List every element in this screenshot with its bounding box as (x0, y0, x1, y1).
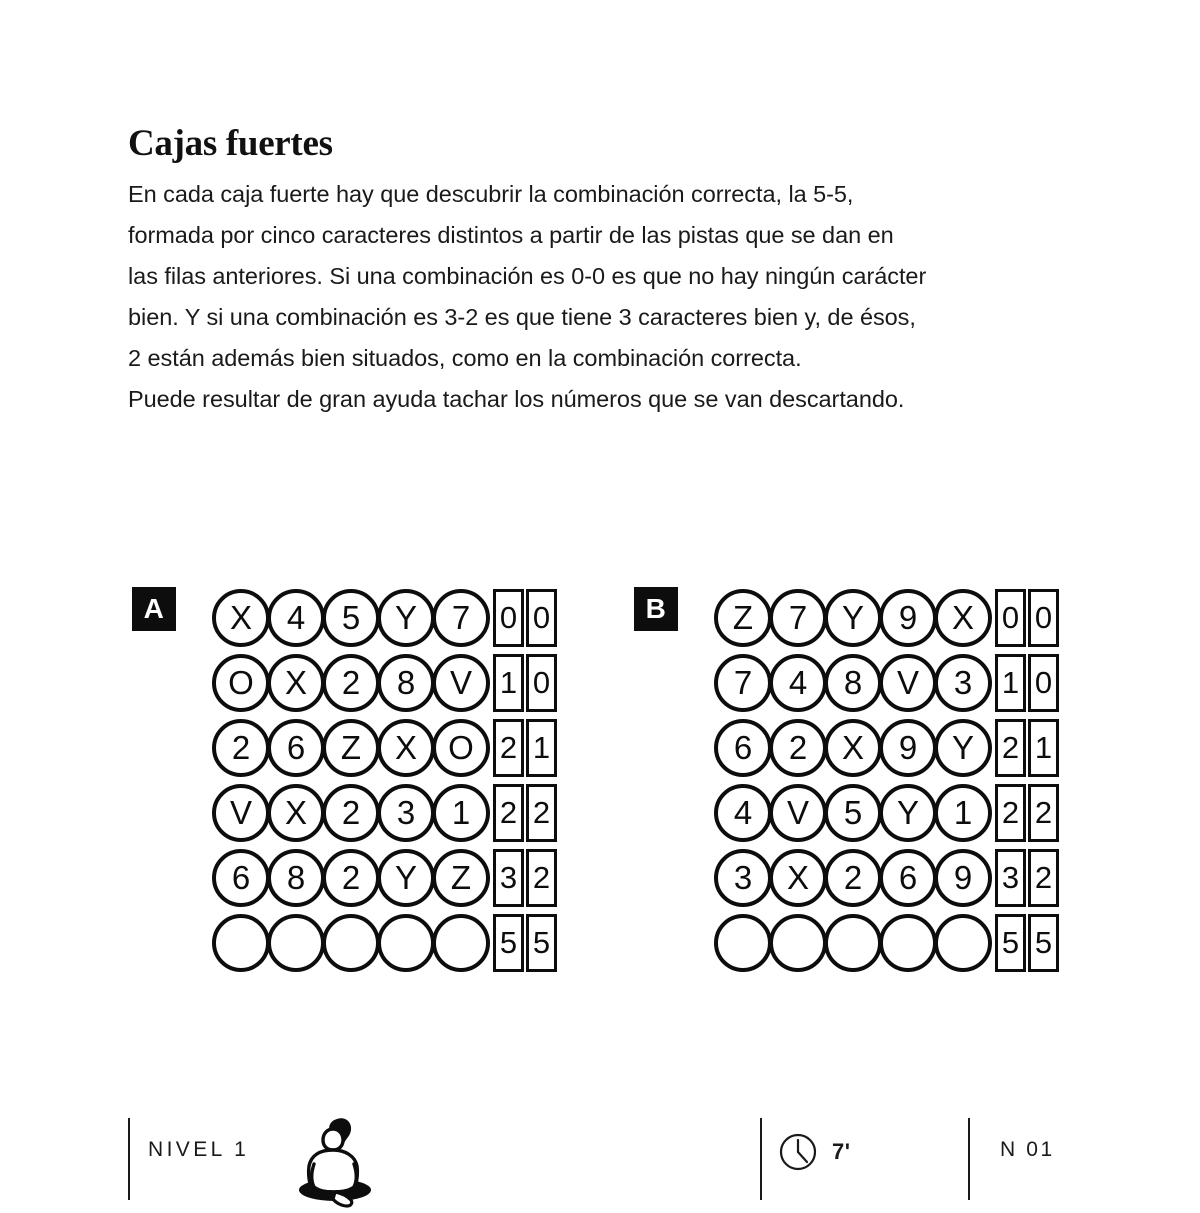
code-cell[interactable]: 2 (322, 849, 380, 907)
board-badge-a: A (132, 587, 176, 631)
clue-correct-count: 0 (493, 589, 524, 647)
answer-row (714, 910, 1059, 975)
clue-correct-count: 1 (995, 654, 1026, 712)
footer-divider-middle (760, 1118, 762, 1200)
code-cell[interactable]: 1 (934, 784, 992, 842)
row-cells (714, 719, 989, 777)
code-cell[interactable]: 6 (714, 719, 772, 777)
row-cells (212, 719, 487, 777)
code-cell[interactable]: Z (432, 849, 490, 907)
guess-row (714, 845, 1059, 910)
time-estimate (778, 1132, 850, 1172)
code-cell[interactable]: 7 (432, 589, 490, 647)
instructions-line: Puede resultar de gran ayuda tachar los números que se van descartando. (128, 386, 905, 412)
clue-correct-count: 0 (995, 589, 1026, 647)
clue-placed-count: 1 (1028, 719, 1059, 777)
clue-placed-count: 2 (526, 849, 557, 907)
clue-pair (995, 849, 1059, 907)
clue-pair (493, 784, 557, 842)
guess-row (212, 650, 557, 715)
clue-placed-count: 0 (526, 589, 557, 647)
clue-pair (493, 589, 557, 647)
clue-placed-count: 0 (1028, 589, 1059, 647)
guess-row (714, 780, 1059, 845)
row-cells (714, 589, 989, 647)
answer-cell-empty[interactable] (714, 914, 772, 972)
instructions-line: En cada caja fuerte hay que descubrir la combinación correcta, la 5-5, (128, 181, 854, 207)
code-cell[interactable]: Y (824, 589, 882, 647)
guess-row (714, 715, 1059, 780)
row-cells (714, 914, 989, 972)
row-cells (212, 654, 487, 712)
answer-cell-empty[interactable] (267, 914, 325, 972)
footer-divider-right (968, 1118, 970, 1200)
code-cell[interactable]: 6 (879, 849, 937, 907)
clue-correct-count: 2 (493, 719, 524, 777)
clue-pair (995, 719, 1059, 777)
code-cell[interactable]: X (769, 849, 827, 907)
board-rows (212, 585, 557, 975)
clue-correct-count: 3 (493, 849, 524, 907)
answer-cell-empty[interactable] (934, 914, 992, 972)
answer-cell-empty[interactable] (212, 914, 270, 972)
code-cell[interactable]: 1 (432, 784, 490, 842)
guess-row (212, 715, 557, 780)
code-cell[interactable]: X (267, 654, 325, 712)
guess-row (714, 585, 1059, 650)
clue-pair (493, 719, 557, 777)
row-cells (714, 849, 989, 907)
board-badge-b: B (634, 587, 678, 631)
footer (0, 1118, 1200, 1200)
clue-placed-count: 1 (526, 719, 557, 777)
code-cell[interactable]: 9 (879, 719, 937, 777)
clue-placed-count: 2 (1028, 784, 1059, 842)
clue-pair (995, 914, 1059, 972)
row-cells (212, 914, 487, 972)
row-cells (212, 784, 487, 842)
clue-placed-count: 5 (526, 914, 557, 972)
guess-row (212, 845, 557, 910)
code-cell[interactable]: 4 (769, 654, 827, 712)
answer-cell-empty[interactable] (769, 914, 827, 972)
guess-row (212, 780, 557, 845)
code-cell[interactable]: 6 (212, 849, 270, 907)
clue-pair (493, 914, 557, 972)
code-cell[interactable]: 2 (322, 654, 380, 712)
row-cells (212, 849, 487, 907)
instructions-paragraph (128, 174, 1078, 420)
clue-pair (493, 654, 557, 712)
code-cell[interactable]: 8 (267, 849, 325, 907)
code-cell[interactable]: O (212, 654, 270, 712)
clue-correct-count: 5 (493, 914, 524, 972)
answer-row (212, 910, 557, 975)
instructions-line: bien. Y si una combinación es 3-2 es que tiene 3 caracteres bien y, de ésos, (128, 304, 916, 330)
clue-correct-count: 2 (493, 784, 524, 842)
clue-correct-count: 2 (995, 784, 1026, 842)
time-value: 7' (832, 1139, 851, 1164)
code-cell[interactable]: 2 (769, 719, 827, 777)
code-cell[interactable]: 8 (377, 654, 435, 712)
answer-cell-empty[interactable] (322, 914, 380, 972)
guess-row (714, 650, 1059, 715)
code-cell[interactable]: 4 (714, 784, 772, 842)
clue-placed-count: 0 (1028, 654, 1059, 712)
code-cell[interactable]: 3 (377, 784, 435, 842)
code-cell[interactable]: 3 (714, 849, 772, 907)
code-cell[interactable]: 7 (714, 654, 772, 712)
clue-placed-count: 5 (1028, 914, 1059, 972)
clue-pair (995, 654, 1059, 712)
code-cell[interactable]: 9 (879, 589, 937, 647)
code-cell[interactable]: 2 (212, 719, 270, 777)
code-cell[interactable]: 6 (267, 719, 325, 777)
code-cell[interactable]: V (432, 654, 490, 712)
clock-icon (778, 1132, 818, 1172)
clue-placed-count: 2 (1028, 849, 1059, 907)
seated-meditation-figure-icon (292, 1112, 378, 1208)
row-cells (714, 654, 989, 712)
answer-cell-empty[interactable] (432, 914, 490, 972)
code-cell[interactable]: 9 (934, 849, 992, 907)
code-cell[interactable]: Z (322, 719, 380, 777)
answer-cell-empty[interactable] (824, 914, 882, 972)
code-cell[interactable]: Y (377, 849, 435, 907)
clue-correct-count: 5 (995, 914, 1026, 972)
code-cell[interactable]: 5 (322, 589, 380, 647)
code-cell[interactable]: V (769, 784, 827, 842)
code-cell[interactable]: V (879, 654, 937, 712)
clue-placed-count: 2 (526, 784, 557, 842)
clue-pair (995, 784, 1059, 842)
page-reference: N 01 (1000, 1138, 1055, 1161)
clue-correct-count: 3 (995, 849, 1026, 907)
code-cell[interactable]: 4 (267, 589, 325, 647)
clue-correct-count: 2 (995, 719, 1026, 777)
clue-pair (493, 849, 557, 907)
code-cell[interactable]: X (212, 589, 270, 647)
code-cell[interactable]: 2 (322, 784, 380, 842)
footer-divider-left (128, 1118, 130, 1200)
clue-placed-count: 0 (526, 654, 557, 712)
row-cells (714, 784, 989, 842)
code-cell[interactable]: 2 (824, 849, 882, 907)
level-label: NIVEL 1 (148, 1138, 250, 1161)
code-cell[interactable]: 8 (824, 654, 882, 712)
header (128, 122, 1078, 420)
board-rows (714, 585, 1059, 975)
code-cell[interactable]: X (934, 589, 992, 647)
code-cell[interactable]: X (267, 784, 325, 842)
code-cell[interactable]: X (824, 719, 882, 777)
instructions-line: 2 están además bien situados, como en la combinación correcta. (128, 345, 802, 371)
row-cells (212, 589, 487, 647)
guess-row (212, 585, 557, 650)
code-cell[interactable]: V (212, 784, 270, 842)
code-cell[interactable]: Z (714, 589, 772, 647)
code-cell[interactable]: Y (377, 589, 435, 647)
instructions-line: formada por cinco caracteres distintos a partir de las pistas que se dan en (128, 222, 894, 248)
clue-correct-count: 1 (493, 654, 524, 712)
instructions-line: las filas anteriores. Si una combinación es 0-0 es que no hay ningún carácter (128, 263, 927, 289)
code-cell[interactable]: O (432, 719, 490, 777)
clue-pair (995, 589, 1059, 647)
code-cell[interactable]: 7 (769, 589, 827, 647)
code-cell[interactable]: Y (934, 719, 992, 777)
code-cell[interactable]: 5 (824, 784, 882, 842)
code-cell[interactable]: X (377, 719, 435, 777)
code-cell[interactable]: Y (879, 784, 937, 842)
code-cell[interactable]: 3 (934, 654, 992, 712)
page-title: Cajas fuertes (128, 123, 333, 164)
answer-cell-empty[interactable] (377, 914, 435, 972)
answer-cell-empty[interactable] (879, 914, 937, 972)
